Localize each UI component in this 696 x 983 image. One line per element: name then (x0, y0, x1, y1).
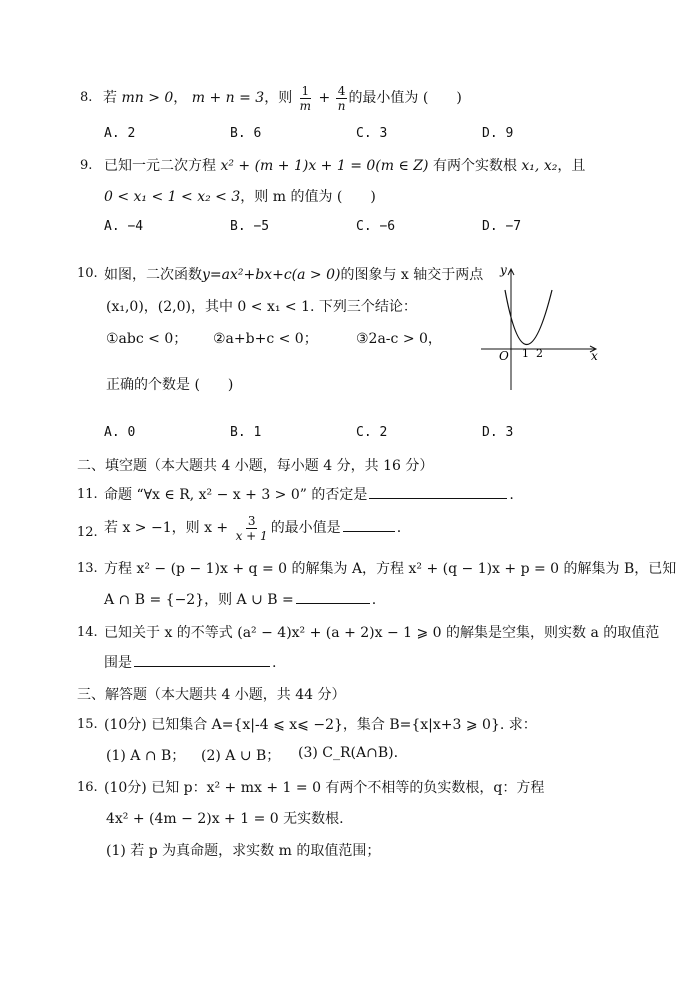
q9-text-1: 已知一元二次方程 (104, 158, 216, 174)
q13-line-2 (104, 589, 376, 609)
graph-tick-1: 1 (522, 347, 529, 360)
q14-line-1: 已知关于 x 的不等式 (a² − 4)x² + (a + 2)x − 1 ⩾ 0 的解集是空集，则实数 a 的取值范 (104, 625, 660, 641)
q13-answer-blank[interactable] (296, 589, 370, 604)
q8-frac2-den: n (337, 98, 346, 113)
q10-number: 10. (77, 266, 98, 281)
graph-x-label: x (591, 349, 598, 363)
q15-sub-3: (3) C_R(A∩B). (298, 745, 399, 761)
q10-conclusion-1: ①abc < 0； (106, 331, 188, 347)
q9-math-1: x² + (m + 1)x + 1 = 0(m ∈ Z) (220, 158, 429, 174)
q8-text-3: ，则 (264, 90, 293, 106)
q9-text-2: 有两个实数根 (432, 158, 517, 174)
q9-line-1 (104, 155, 585, 175)
q9-option-c: C. −6 (356, 219, 396, 234)
q8-text-4: 的最小值为 ( ) (348, 90, 462, 106)
q12-end: . (396, 520, 402, 536)
q9-number: 9. (80, 158, 93, 173)
q8-option-a: A. 2 (104, 126, 136, 141)
q12-number: 12. (77, 525, 98, 540)
q16-line-1: (10分) 已知 p：x² + mx + 1 = 0 有两个不相等的负实数根，q：方程 (104, 780, 545, 796)
q10-parabola-graph (478, 262, 603, 394)
q9-option-d: D. −7 (482, 219, 522, 234)
q14-number: 14. (77, 625, 98, 640)
q16-line-3: (1) 若 p 为真命题，求实数 m 的取值范围； (106, 843, 381, 859)
q12-frac-num: 3 (247, 513, 256, 528)
q8-frac2-num: 4 (337, 83, 346, 98)
section-3-heading: 三、解答题（本大题共 4 小题，共 44 分） (77, 687, 346, 703)
q13-number: 13. (77, 561, 98, 576)
graph-y-label: y (500, 263, 507, 277)
section-2-heading: 二、填空题（本大题共 4 小题，每小题 4 分，共 16 分） (77, 458, 434, 474)
q13-line-1: 方程 x² − (p − 1)x + q = 0 的解集为 A，方程 x² + (q − 1)x + p = 0 的解集为 B，已知 (104, 561, 677, 577)
q8-frac1-den: m (299, 98, 312, 113)
q16-number: 16. (77, 780, 98, 795)
q12-frac-den: x + 1 (235, 528, 268, 543)
q15-number: 15. (77, 717, 98, 732)
q9-text-3: ，且 (557, 158, 586, 174)
q15-sub-1: (1) A ∩ B； (106, 748, 186, 764)
q10-text-2: 的图象与 x 轴交于两点 (340, 267, 484, 283)
q8-fraction-1 (298, 85, 313, 112)
q9-line-2 (104, 186, 376, 206)
q11-stem (104, 484, 514, 504)
q10-text-1: 如图，二次函数 (104, 267, 202, 283)
q12-text-2: 的最小值是 (270, 520, 341, 536)
q9-option-b: B. −5 (230, 219, 270, 234)
q8-text-1: 若 (103, 90, 117, 106)
q9-option-a: A. −4 (104, 219, 144, 234)
q12-stem (104, 512, 401, 544)
q15-sub-2: (2) A ∪ B； (201, 748, 281, 764)
graph-parabola-curve (505, 290, 552, 345)
q8-stem (103, 83, 462, 113)
q8-option-d: D. 9 (482, 126, 514, 141)
q8-math-1: mn > 0 (121, 90, 174, 106)
q12-answer-blank[interactable] (343, 517, 395, 532)
q12-fraction (234, 515, 270, 542)
q8-math-2: m + n = 3 (191, 90, 265, 106)
q9-math-3: 0 < x₁ < 1 < x₂ < 3 (104, 189, 241, 205)
q8-fraction-2 (336, 85, 348, 112)
q10-option-d: D. 3 (482, 425, 514, 440)
q15-line-1: (10分) 已知集合 A={x|-4 ⩽ x⩽ −2}，集合 B={x|x+3 ⩾ 0}. 求： (104, 717, 537, 733)
q16-line-2: 4x² + (4m − 2)x + 1 = 0 无实数根. (106, 811, 344, 827)
q11-end: . (509, 487, 514, 503)
q13-end: . (371, 592, 377, 608)
q10-math-1: y=ax²+bx+c(a > 0) (202, 267, 341, 283)
q8-option-c: C. 3 (356, 126, 388, 141)
q13-text-2: A ∩ B = {−2}，则 A ∪ B = (104, 592, 294, 608)
q14-answer-blank[interactable] (134, 652, 270, 667)
q14-end: . (272, 655, 277, 671)
q10-option-c: C. 2 (356, 425, 388, 440)
q9-text-4: ，则 m 的值为 ( ) (240, 189, 376, 205)
q8-plus: + (318, 90, 331, 106)
q10-option-a: A. 0 (104, 425, 136, 440)
q10-line-1 (104, 264, 483, 284)
q11-number: 11. (77, 487, 98, 502)
q10-option-b: B. 1 (230, 425, 262, 440)
q10-line-4: 正确的个数是 ( ) (106, 377, 234, 393)
q11-text: 命题 “∀x ∈ R, x² − x + 3 > 0” 的否定是 (104, 487, 368, 503)
graph-tick-2: 2 (536, 347, 543, 360)
q10-conclusion-3: ③2a-c > 0， (356, 331, 442, 347)
q9-math-2: x₁, x₂ (521, 158, 558, 174)
graph-origin-label: O (499, 349, 509, 363)
q8-text-2: ， (173, 90, 188, 106)
q10-line-2: (x₁,0)，(2,0)，其中 0 < x₁ < 1. 下列三个结论： (106, 299, 417, 315)
q8-number: 8. (80, 90, 93, 105)
q8-option-b: B. 6 (230, 126, 262, 141)
q14-line-2 (104, 652, 276, 672)
q10-conclusion-2: ②a+b+c < 0； (213, 331, 318, 347)
q12-text-1: 若 x > −1，则 x + (104, 520, 229, 536)
q14-text-2: 围是 (104, 655, 132, 671)
q11-answer-blank[interactable] (369, 484, 507, 499)
q8-frac1-num: 1 (301, 83, 310, 98)
